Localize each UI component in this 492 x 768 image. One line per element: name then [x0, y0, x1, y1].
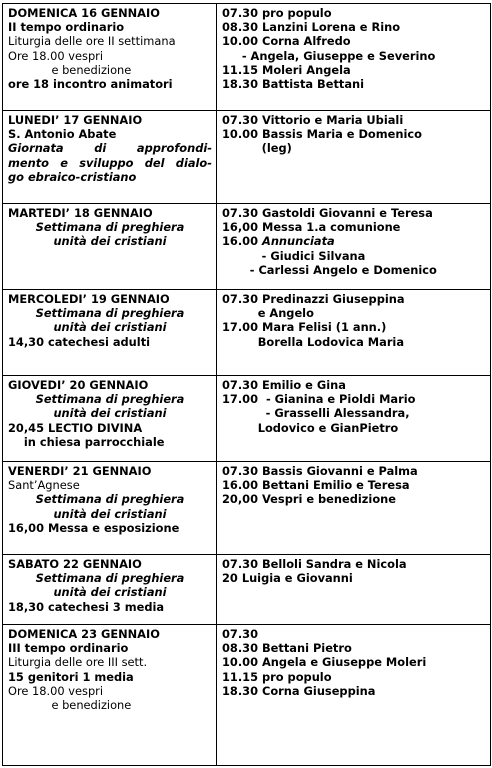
day-info-cell — [3, 462, 217, 555]
schedule-line: 07.30 Vittorio e Maria Ubiali — [222, 113, 404, 127]
mass-times-cell — [217, 111, 491, 204]
mass-times-cell — [217, 625, 491, 766]
schedule-line: - Angela, Giuseppe e Severino — [222, 48, 436, 63]
schedule-line: in chiesa parrocchiale — [8, 434, 165, 449]
day-info-cell — [3, 555, 217, 625]
schedule-line: 18.30 Battista Bettani — [222, 77, 365, 92]
schedule-line: 07.30 Belloli Sandra e Nicola — [222, 557, 407, 571]
schedule-line: unità dei cristiani — [53, 506, 167, 521]
day-row — [3, 290, 491, 376]
mass-times-cell — [217, 4, 491, 111]
mass-times-cell — [217, 462, 491, 555]
schedule-line: - Carlessi Angelo e Domenico — [222, 262, 437, 277]
mass-times-cell — [217, 376, 491, 462]
schedule-line: 20,00 Vespri e benedizione — [222, 492, 396, 507]
day-row — [3, 204, 491, 290]
schedule-body — [3, 4, 491, 766]
schedule-line: mento e sviluppo del dialo- — [8, 155, 212, 170]
schedule-line: Settimana di preghiera — [35, 492, 185, 507]
schedule-line: Ore 18.00 vespri — [8, 48, 104, 63]
schedule-line: 07.30 — [222, 627, 259, 641]
schedule-line: (leg) — [222, 141, 292, 156]
day-heading: MERCOLEDI’ 19 GENNAIO — [8, 292, 170, 306]
schedule-line: 10.00 Corna Alfredo — [222, 34, 351, 49]
schedule-line: 17.00 Mara Felisi (1 ann.) — [222, 320, 387, 335]
schedule-line: 16,00 Messa 1.a comunione — [222, 220, 401, 235]
schedule-line: 07.30 Predinazzi Giuseppina — [222, 292, 405, 306]
schedule-line: 07.30 Emilio e Gina — [222, 378, 346, 392]
schedule-line: unità dei cristiani — [53, 585, 167, 600]
schedule-line: 16.00 Annunciata — [222, 234, 335, 249]
schedule-line: Giornata di approfondi- — [8, 141, 212, 156]
mass-times-cell — [217, 555, 491, 625]
schedule-line: 17.00 - Gianina e Pioldi Mario — [222, 392, 416, 407]
schedule-line: 18,30 catechesi 3 media — [8, 599, 165, 614]
schedule-line: 10.00 Bassis Maria e Domenico — [222, 127, 422, 142]
schedule-line: 20 Luigia e Giovanni — [222, 571, 353, 586]
schedule-line: Liturgia delle ore II settimana — [8, 34, 176, 49]
schedule-line: e benedizione — [8, 698, 132, 713]
schedule-line: Settimana di preghiera — [35, 571, 185, 586]
day-heading: GIOVEDI’ 20 GENNAIO — [8, 378, 149, 392]
day-heading: DOMENICA 16 GENNAIO — [8, 6, 160, 20]
schedule-line: 16,00 Messa e esposizione — [8, 520, 180, 535]
day-row — [3, 376, 491, 462]
day-heading: MARTEDI’ 18 GENNAIO — [8, 206, 153, 220]
day-row — [3, 625, 491, 766]
day-heading: LUNEDI’ 17 GENNAIO — [8, 113, 143, 127]
schedule-line: 14,30 catechesi adulti — [8, 334, 151, 349]
schedule-line: Sant’Agnese — [8, 478, 80, 493]
day-info-cell — [3, 290, 217, 376]
schedule-line: e benedizione — [8, 62, 132, 77]
day-row — [3, 555, 491, 625]
schedule-line: 15 genitori 1 media — [8, 669, 134, 684]
schedule-line: Settimana di preghiera — [35, 220, 185, 235]
schedule-line: 18.30 Corna Giuseppina — [222, 683, 376, 698]
schedule-line: - Giudici Silvana — [222, 248, 366, 263]
day-info-cell — [3, 204, 217, 290]
schedule-line: Liturgia delle ore III sett. — [8, 655, 148, 670]
day-info-cell — [3, 376, 217, 462]
day-info-cell — [3, 625, 217, 766]
schedule-line: 20,45 LECTIO DIVINA — [8, 420, 143, 435]
day-row — [3, 4, 491, 111]
day-heading: SABATO 22 GENNAIO — [8, 557, 142, 571]
day-row — [3, 462, 491, 555]
mass-times-cell — [217, 204, 491, 290]
schedule-line: Ore 18.00 vespri — [8, 683, 104, 698]
schedule-line: go ebraico-cristiano — [8, 169, 137, 184]
schedule-line: 10.00 Angela e Giuseppe Moleri — [222, 655, 427, 670]
schedule-line: e Angelo — [222, 306, 314, 321]
schedule-line: Settimana di preghiera — [35, 306, 185, 321]
schedule-line: Lodovico e GianPietro — [222, 420, 399, 435]
schedule-line: 07.30 pro populo — [222, 6, 332, 20]
day-info-cell — [3, 111, 217, 204]
schedule-line: unità dei cristiani — [53, 320, 167, 335]
schedule-line: Settimana di preghiera — [35, 392, 185, 407]
schedule-line: II tempo ordinario — [8, 20, 125, 35]
schedule-line: 11.15 Moleri Angela — [222, 62, 351, 77]
schedule-line: 16.00 Bettani Emilio e Teresa — [222, 478, 410, 493]
schedule-line: 07.30 Gastoldi Giovanni e Teresa — [222, 206, 433, 220]
schedule-line: unità dei cristiani — [53, 406, 167, 421]
schedule-line: III tempo ordinario — [8, 641, 129, 656]
mass-times-cell — [217, 290, 491, 376]
day-info-cell — [3, 4, 217, 111]
day-row — [3, 111, 491, 204]
schedule-line: unità dei cristiani — [53, 234, 167, 249]
schedule-line: 08.30 Lanzini Lorena e Rino — [222, 20, 401, 35]
schedule-line: 07.30 Bassis Giovanni e Palma — [222, 464, 418, 478]
schedule-line: - Grasselli Alessandra, — [222, 406, 410, 421]
weekly-schedule-table — [2, 3, 491, 766]
schedule-line: 11.15 pro populo — [222, 669, 332, 684]
day-heading: DOMENICA 23 GENNAIO — [8, 627, 160, 641]
day-heading: VENERDI’ 21 GENNAIO — [8, 464, 152, 478]
schedule-line: S. Antonio Abate — [8, 127, 117, 142]
schedule-line: ore 18 incontro animatori — [8, 77, 173, 92]
schedule-line: Borella Lodovica Maria — [222, 334, 405, 349]
schedule-line: 08.30 Bettani Pietro — [222, 641, 352, 656]
